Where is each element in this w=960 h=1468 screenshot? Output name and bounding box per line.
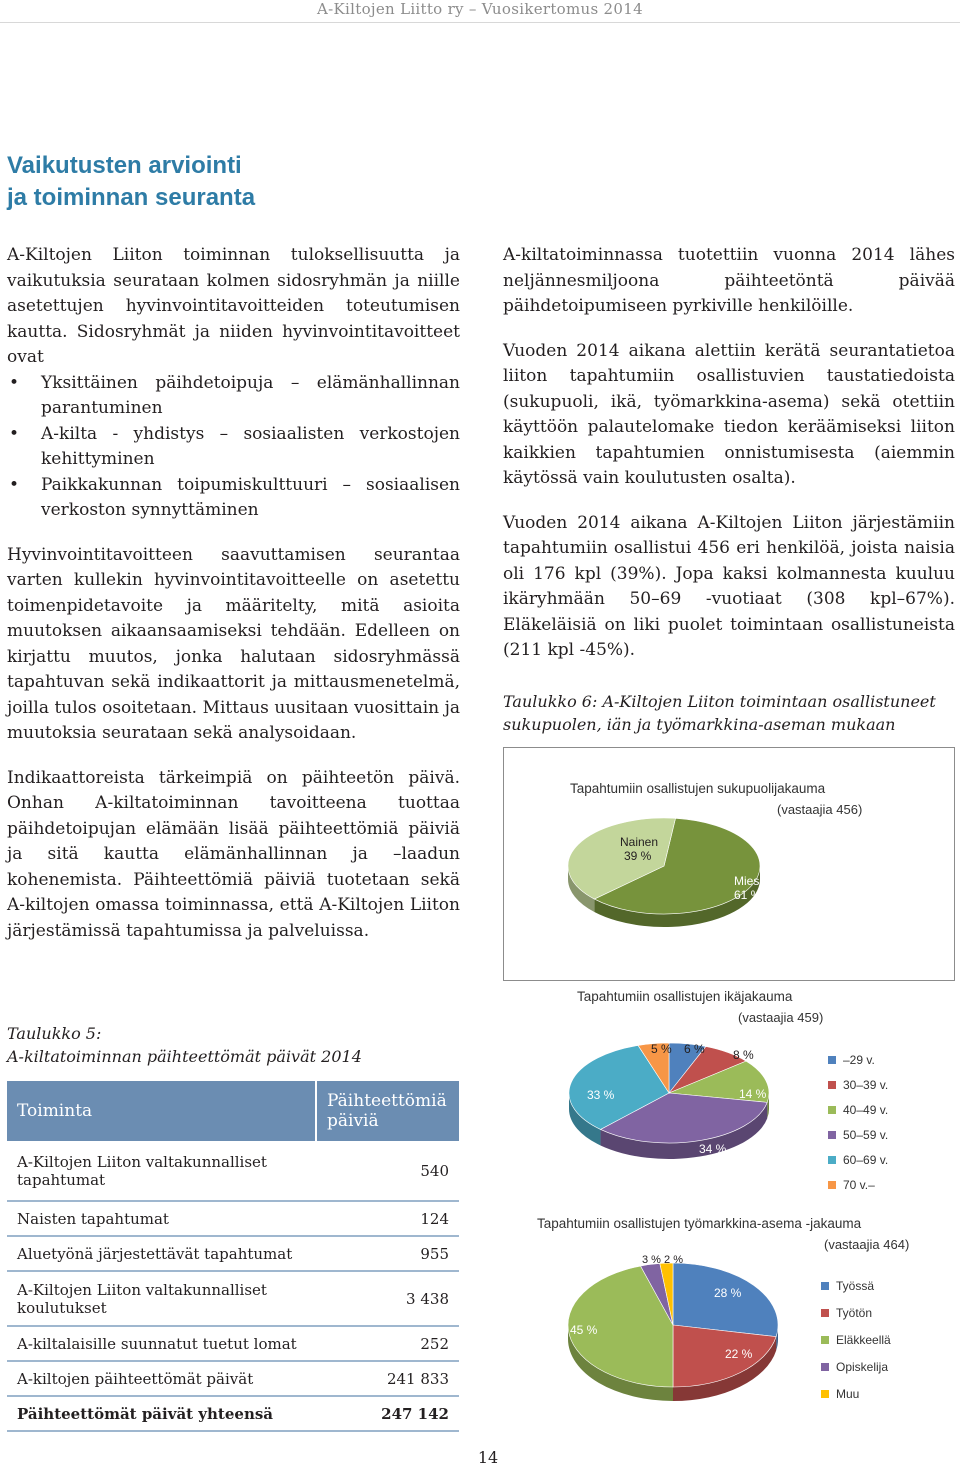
table-row	[7, 1361, 459, 1396]
legend-list	[828, 1047, 888, 1197]
legend-label: 50–59 v.	[843, 1127, 889, 1142]
gender-chart	[503, 747, 955, 981]
legend-swatch	[828, 1131, 836, 1139]
employment-pie	[568, 1263, 778, 1401]
chart-subtitle: (vastaajia 459)	[738, 1010, 824, 1025]
legend-list	[821, 1272, 891, 1407]
slice-label	[642, 1254, 683, 1266]
slice-label: 22 %	[725, 1347, 753, 1361]
slice-label: 33 %	[587, 1088, 615, 1102]
legend-swatch	[828, 1081, 836, 1089]
total-label: Päihteettömät päivät yhteensä	[7, 1396, 316, 1431]
legend-item	[821, 1353, 891, 1380]
header-rule	[0, 22, 960, 23]
gender-pie-svg	[504, 748, 954, 980]
legend-swatch	[821, 1363, 829, 1371]
section-title-line-2: ja toiminnan seuranta	[7, 184, 256, 211]
legend-label: Opiskelija	[836, 1359, 889, 1374]
legend-label: Työssä	[836, 1278, 875, 1293]
slice-label: 34 %	[699, 1142, 727, 1156]
table-row	[7, 1271, 459, 1326]
row-label: Naisten tapahtumat	[7, 1201, 316, 1236]
row-value: 3 438	[316, 1271, 459, 1326]
legend-item	[828, 1072, 888, 1097]
legend-item	[821, 1299, 891, 1326]
column-header: Toiminta	[7, 1081, 316, 1141]
table-row	[7, 1201, 459, 1236]
slice-label-nainen	[620, 835, 680, 863]
row-label: Aluetyönä järjestettävät tapahtumat	[7, 1236, 316, 1271]
goal-list	[7, 371, 460, 524]
slice-value-muu: 2 %	[664, 1254, 683, 1266]
table-header-row	[7, 1081, 459, 1141]
legend-label: –29 v.	[843, 1052, 875, 1067]
legend-label: Eläkkeellä	[836, 1332, 891, 1347]
table-total-row	[7, 1396, 459, 1431]
legend-item	[821, 1272, 891, 1299]
slice-label: 6 %	[684, 1042, 705, 1056]
chart-title: Tapahtumiin osallistujen työmarkkina-asema -jakauma	[537, 1216, 862, 1231]
participants-paragraph: Vuoden 2014 aikana A-Kiltojen Liiton järjestämiin tapahtumiin osallistui 456 eri henkilöä, joista naisia oli 176 kpl (39%). Jopa kaksi kolmannesta kuuluu ikäryhmään 50–69 -vuotiaat (308 kpl–67%). Eläkeläisiä on liki puolet toimintaan osallistuneista (211 kpl -45%).	[503, 512, 955, 660]
legend-swatch	[821, 1390, 829, 1398]
legend-item	[828, 1097, 888, 1122]
legend-label: 70 v.–	[843, 1177, 875, 1192]
row-value: 252	[316, 1326, 459, 1361]
row-label: A-Kiltojen Liiton valtakunnalliset koulutukset	[7, 1271, 316, 1326]
monitoring-paragraph: Hyvinvointitavoitteen saavuttamisen seurantaa varten kullekin hyvinvointitavoitteelle on asetettu toimenpidetavoite ja määritelty, mitä asioita muutoksen aikaansaamiseksi tehdään. Edelleen on kirjattu muutos, jonka halutaan sidosryhmässä tapahtuvan sekä indikaattorit ja mittausmenetelmä, joilla tulos osoitetaan. Mittaus uusitaan vuosittain ja muutoksia seurataan sekä analysoidaan.	[7, 544, 460, 743]
slice-category: Nainen	[620, 835, 659, 849]
column-header: Päihteettömiä päiviä	[316, 1081, 459, 1141]
row-value: 124	[316, 1201, 459, 1236]
row-label: A-kiltojen päihteettömät päivät	[7, 1361, 316, 1396]
table-row	[7, 1326, 459, 1361]
age-chart	[503, 985, 953, 1195]
legend-item	[828, 1172, 888, 1197]
legend-label: 40–49 v.	[843, 1102, 889, 1117]
table6-caption-line-2: sukupuolen, iän ja työmarkkina-aseman mukaan	[503, 715, 896, 734]
sober-days-paragraph: A-kiltatoiminnassa tuotettiin vuonna 2014 lähes neljännesmiljoona päihteetöntä päivää päihdetoipumiseen pyrkiville henkilöille.	[503, 245, 955, 316]
total-value: 247 142	[316, 1396, 459, 1431]
page-number: 14	[477, 1448, 499, 1467]
legend-swatch	[821, 1336, 829, 1344]
legend-item	[828, 1147, 888, 1172]
slice-label: 28 %	[714, 1286, 742, 1300]
slice-label: 14 %	[739, 1087, 767, 1101]
data-collection-paragraph: Vuoden 2014 aikana alettiin kerätä seurantatietoa liiton tapahtumiin osallistuvien taustatiedoista (sukupuoli, ikä, työmarkkina-asema) sekä otettiin käyttöön palautelomake tiedon keräämiseksi liiton kaikkien tapahtumien onnistumisesta (aiemmin käytössä vain koulutusten osalta).	[503, 340, 955, 488]
indicator-paragraph: Indikaattoreista tärkeimpiä on päihteetön päivä. Onhan A-kiltatoiminnan tavoitteena tuottaa päihdetoipujan elämään lisää päihteettömiä päiviä ja sitä kautta elämänhallinnan ja –laadun kohenemista. Päihteettömiä päiviä tuotetaan sekä A-kiltojen omassa toiminnassa, että A-Kiltojen Liiton järjestämissä tapahtumissa ja palveluissa.	[7, 767, 460, 941]
table5-caption	[7, 1022, 362, 1068]
legend-item	[821, 1380, 891, 1407]
goal-item: • Paikkakunnan toipumiskulttuuri – sosiaalisen verkoston synnyttäminen	[7, 473, 460, 524]
row-value: 241 833	[316, 1361, 459, 1396]
row-value: 540	[316, 1141, 459, 1201]
legend-item	[821, 1326, 891, 1353]
running-header: A-Kiltojen Liitto ry – Vuosikertomus 2014	[317, 0, 643, 18]
table-row	[7, 1141, 459, 1201]
slice-label: 45 %	[570, 1323, 598, 1337]
slice-label: 8 %	[733, 1048, 754, 1062]
legend-label: 30–39 v.	[843, 1077, 889, 1092]
slice-value: 61 %	[734, 888, 762, 902]
legend-swatch	[821, 1309, 829, 1317]
table-row	[7, 1236, 459, 1271]
legend-item	[828, 1047, 888, 1072]
section-title-line-1: Vaikutusten arviointi	[7, 152, 242, 179]
legend-swatch	[828, 1156, 836, 1164]
table5-caption-line-2: A-kiltatoiminnan päihteettömät päivät 2014	[7, 1047, 362, 1066]
legend-swatch	[821, 1282, 829, 1290]
chart-title: Tapahtumiin osallistujen ikäjakauma	[577, 989, 793, 1004]
row-label: A-kiltalaisille suunnatut tuetut lomat	[7, 1326, 316, 1361]
left-column	[7, 243, 460, 944]
legend-label: Työtön	[836, 1305, 873, 1320]
goal-item: • A-kilta - yhdistys – sosiaalisten verkostojen kehittyminen	[7, 422, 460, 473]
row-value: 955	[316, 1236, 459, 1271]
slice-category: Mies	[734, 874, 760, 888]
slice-label-mies	[734, 874, 794, 902]
section-title	[7, 150, 255, 214]
age-legend	[828, 1047, 888, 1197]
employment-legend	[821, 1272, 891, 1407]
legend-item	[828, 1122, 888, 1147]
intro-paragraph: A-Kiltojen Liiton toiminnan tuloksellisuutta ja vaikutuksia seurataan kolmen sidosryhmän ja niille asetettujen hyvinvointitavoitteiden toteutumisen kautta. Sidosryhmät ja niiden hyvinvointitavoitteet ovat	[7, 245, 460, 367]
table6-caption	[503, 690, 955, 736]
chart-subtitle: (vastaajia 464)	[824, 1237, 910, 1252]
table6-caption-line-1: Taulukko 6: A-Kiltojen Liiton toimintaan osallistuneet	[503, 692, 936, 711]
chart-title: Tapahtumiin osallistujen sukupuolijakauma	[570, 781, 826, 796]
legend-swatch	[828, 1181, 836, 1189]
table5-caption-line-1: Taulukko 5:	[7, 1024, 102, 1043]
slice-value: 39 %	[624, 849, 652, 863]
chart-subtitle: (vastaajia 456)	[777, 802, 863, 817]
legend-swatch	[828, 1106, 836, 1114]
sober-days-table	[7, 1081, 459, 1432]
employment-chart	[503, 1210, 953, 1422]
right-column	[503, 243, 955, 664]
row-label: A-Kiltojen Liiton valtakunnalliset tapahtumat	[7, 1141, 316, 1201]
legend-swatch	[828, 1056, 836, 1064]
legend-label: Muu	[836, 1386, 860, 1401]
slice-label: 5 %	[651, 1042, 672, 1056]
legend-label: 60–69 v.	[843, 1152, 889, 1167]
goal-item: • Yksittäinen päihdetoipuja – elämänhallinnan parantuminen	[7, 371, 460, 422]
slice-value-opiskelija: 3 %	[642, 1254, 661, 1266]
